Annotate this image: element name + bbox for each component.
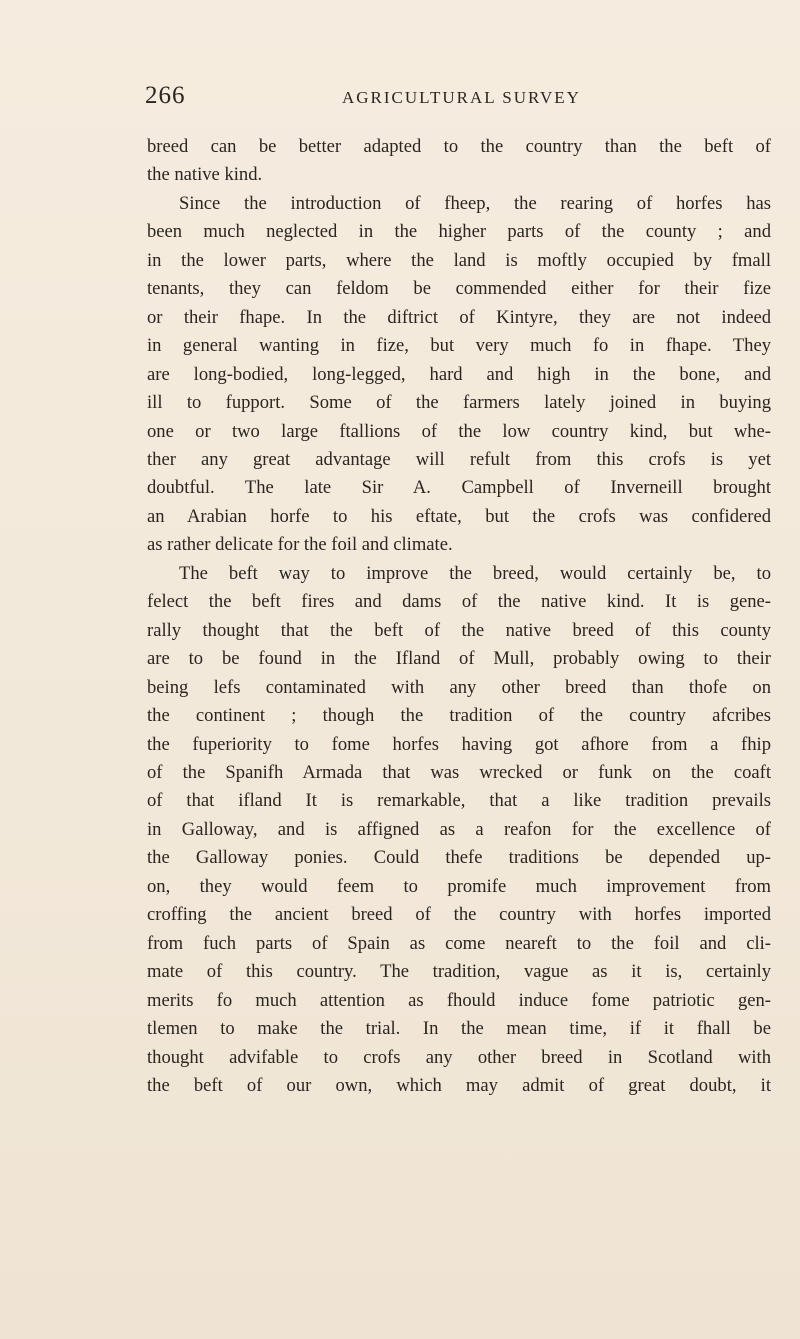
text-line: or their fhape. In the diftrict of Kintyre, they are not indeed [147, 306, 771, 328]
text-line: are to be found in the Ifland of Mull, probably owing to their [147, 648, 771, 670]
text-line: being lefs contaminated with any other breed than thofe on [147, 676, 771, 698]
text-line: the fuperiority to fome horfes having got afhore from a fhip [147, 733, 771, 755]
text-line: in general wanting in fize, but very much fo in fhape. They [147, 335, 771, 357]
body-text [147, 133, 771, 1100]
text-line: felect the beft fires and dams of the native kind. It is gene- [147, 591, 771, 613]
text-line: thought advifable to crofs any other breed in Scotland with [147, 1046, 771, 1068]
text-line: rally thought that the beft of the native breed of this county [147, 619, 771, 641]
text-line: in the lower parts, where the land is moftly occupied by fmall [147, 249, 771, 271]
text-line: of that ifland It is remarkable, that a like tradition prevails [147, 790, 771, 812]
text-line: the beft of our own, which may admit of great doubt, it [147, 1074, 771, 1096]
text-line: on, they would feem to promife much improvement from [147, 875, 771, 897]
text-line: been much neglected in the higher parts of the county ; and [147, 221, 771, 243]
page-number: 266 [145, 82, 186, 109]
text-line: breed can be better adapted to the country than the beft of [147, 136, 771, 157]
text-line: the Galloway ponies. Could thefe traditions be depended up- [147, 847, 771, 869]
text-line: an Arabian horfe to his eftate, but the crofs was confidered [147, 505, 771, 527]
text-line: the native kind. [147, 164, 263, 186]
text-line: tenants, they can feldom be commended either for their fize [147, 278, 771, 300]
text-line: merits fo much attention as fhould induce fome patriotic gen- [147, 989, 771, 1011]
text-line: the continent ; though the tradition of the country afcribes [147, 705, 771, 727]
text-line: as rather delicate for the foil and climate. [147, 534, 453, 556]
page-header [145, 82, 800, 116]
text-line: one or two large ftallions of the low country kind, but whe- [147, 420, 771, 442]
text-line: tlemen to make the trial. In the mean time, if it fhall be [147, 1018, 771, 1040]
text-line: croffing the ancient breed of the country with horfes imported [147, 904, 771, 926]
text-line: in Galloway, and is affigned as a reafon for the excellence of [147, 818, 771, 840]
text-line: ill to fupport. Some of the farmers lately joined in buying [147, 392, 771, 414]
text-line: The beft way to improve the breed, would certainly be, to [179, 562, 771, 584]
running-title: AGRICULTURAL SURVEY [342, 88, 581, 107]
text-line: of the Spanifh Armada that was wrecked or funk on the coaft [147, 761, 771, 783]
text-line: are long-bodied, long-legged, hard and high in the bone, and [147, 363, 771, 385]
text-line: Since the introduction of fheep, the rearing of horfes has [179, 192, 771, 214]
text-line: ther any great advantage will refult from this crofs is yet [147, 448, 771, 470]
text-line: doubtful. The late Sir A. Campbell of Inverneill brought [147, 477, 771, 499]
text-line: from fuch parts of Spain as come neareft to the foil and cli- [147, 932, 771, 954]
text-line: mate of this country. The tradition, vague as it is, certainly [147, 961, 771, 983]
